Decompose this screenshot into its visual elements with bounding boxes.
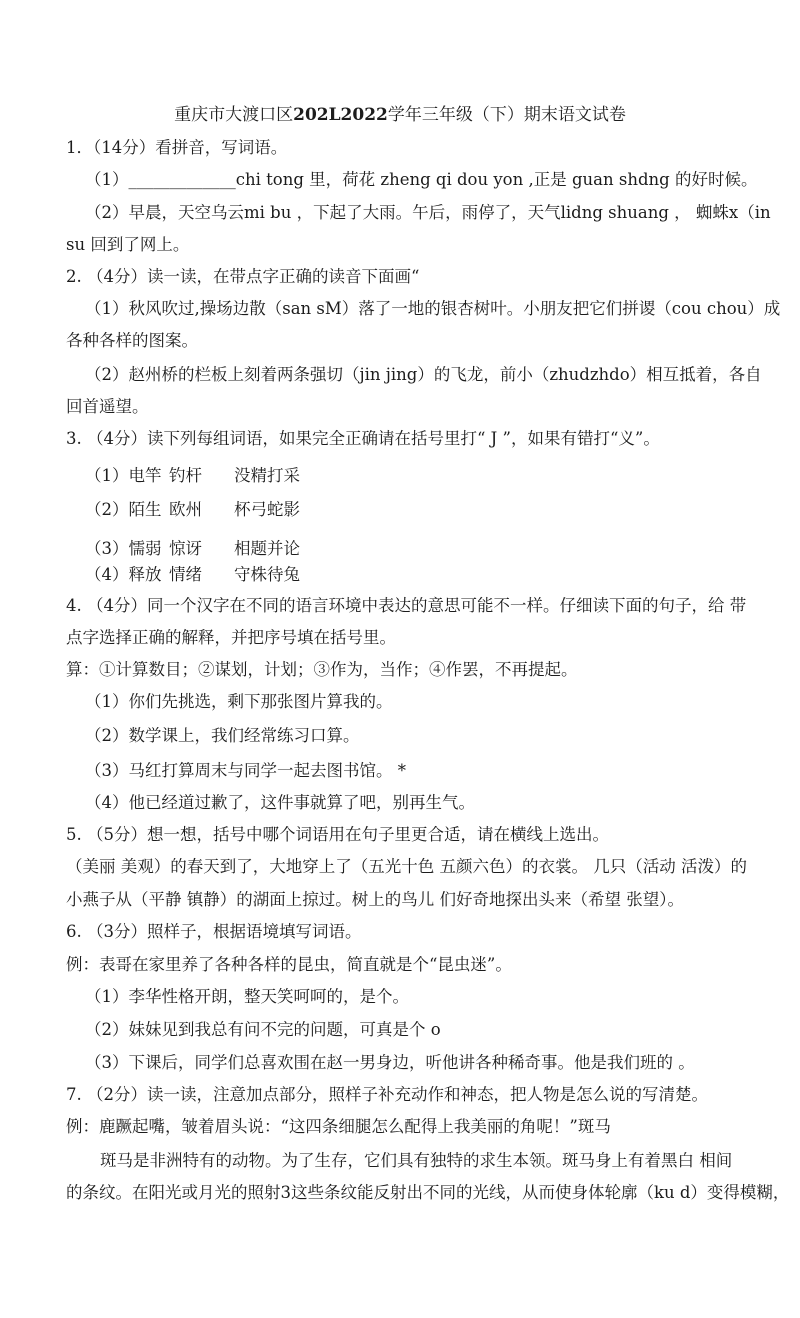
question-2-item-2: （2）赵州桥的栏板上刻着两条强切（jin jing）的飞龙，前小（zhudzhdo）相互抵着，各自 [85,365,762,384]
question-1-item-2-cont: su 回到了网上。 [66,235,190,254]
question-2-item-1-cont: 各种各样的图案。 [66,331,198,350]
question-2-item-1: （1）秋风吹过,操场边散（san sM）落了一地的银杏树叶。小朋友把它们拼谡（cou chou）成 [85,299,781,318]
question-4-definitions: 算：①计算数目；②谋划，计划；③作为，当作；④作罢，不再提起。 [66,660,578,679]
question-4-item-2: （2）数学课上，我们经常练习口算。 [85,726,360,745]
question-4-item-1: （1）你们先挑选，剩下那张图片算我的。 [85,692,393,711]
question-2-item-2-cont: 回首遥望。 [66,397,149,416]
question-3-row: （3）懦弱 惊讶 相题并论 [85,539,300,558]
question-1-item-1: （1）_____________chi tong 里，荷花 zheng qi dou yon ,正是 guan shdng 的好时候。 [85,170,758,189]
question-6-heading: 6. （3分）照样子，根据语境填写词语。 [66,922,362,941]
question-6-item-3: （3）下课后，同学们总喜欢围在赵一男身边，听他讲各种稀奇事。他是我们班的 。 [85,1053,695,1072]
question-6-example: 例：表哥在家里养了各种各样的昆虫，简直就是个“昆虫迷”。 [66,955,512,974]
question-3-row: （2）陌生 欧州 杯弓蛇影 [85,500,300,519]
question-3-row: （4）释放 情绪 守株待兔 [85,565,300,584]
question-5-text-cont: 小燕子从（平静 镇静）的湖面上掠过。树上的鸟儿 们好奇地探出头来（希望 张望）。 [66,890,684,909]
question-3-heading: 3. （4分）读下列每组词语，如果完全正确请在括号里打“ J ”，如果有错打“义”。 [66,429,660,448]
question-2-heading: 2. （4分）读一读，在带点字正确的读音下面画“ [66,267,420,286]
question-7-example: 例：鹿蹶起嘴，皱着眉头说：“这四条细腿怎么配得上我美丽的角呢！”斑马 [66,1117,611,1136]
question-6-item-1: （1）李华性格开朗，整天笑呵呵的，是个。 [85,987,409,1006]
question-1-heading: 1．（14分）看拼音，写词语。 [66,138,288,157]
question-5-text: （美丽 美观）的春天到了，大地穿上了（五光十色 五颜六色）的衣裳。 几只（活动 活泼）的 [66,857,747,876]
question-1-item-2: （2）早晨，天空乌云mi bu ，下起了大雨。午后，雨停了，天气lidng shuang ， 蜘蛛x（in [85,203,771,222]
question-7-passage: 斑马是非洲特有的动物。为了生存，它们具有独特的求生本领。斑马身上有着黑白 相间 [100,1151,733,1170]
question-4-heading: 4. （4分）同一个汉字在不同的语言环境中表达的意思可能不一样。仔细读下面的句子，给 带 [66,596,747,615]
question-3-row: （1）电竿 钓杆 没精打采 [85,466,300,485]
question-7-passage-cont: 的条纹。在阳光或月光的照射3这些条纹能反射出不同的光线，从而使身体轮廓（ku d）变得模糊， [66,1183,790,1202]
question-7-heading: 7. （2分）读一读，注意加点部分，照样子补充动作和神态，把人物是怎么说的写清楚。 [66,1085,708,1104]
question-6-item-2: （2）妹妹见到我总有问不完的问题，可真是个 o [85,1020,441,1039]
question-4-item-3: （3）马红打算周末与同学一起去图书馆。 * [85,761,406,780]
question-4-item-4: （4）他已经道过歉了，这件事就算了吧，别再生气。 [85,793,475,812]
question-4-heading-cont: 点字选择正确的解释，并把序号填在括号里。 [66,628,396,647]
question-5-heading: 5. （5分）想一想，括号中哪个词语用在句子里更合适，请在横线上选出。 [66,825,609,844]
page-title: 重庆市大渡口区202L2022学年三年级（下）期末语文试卷 [174,105,626,125]
